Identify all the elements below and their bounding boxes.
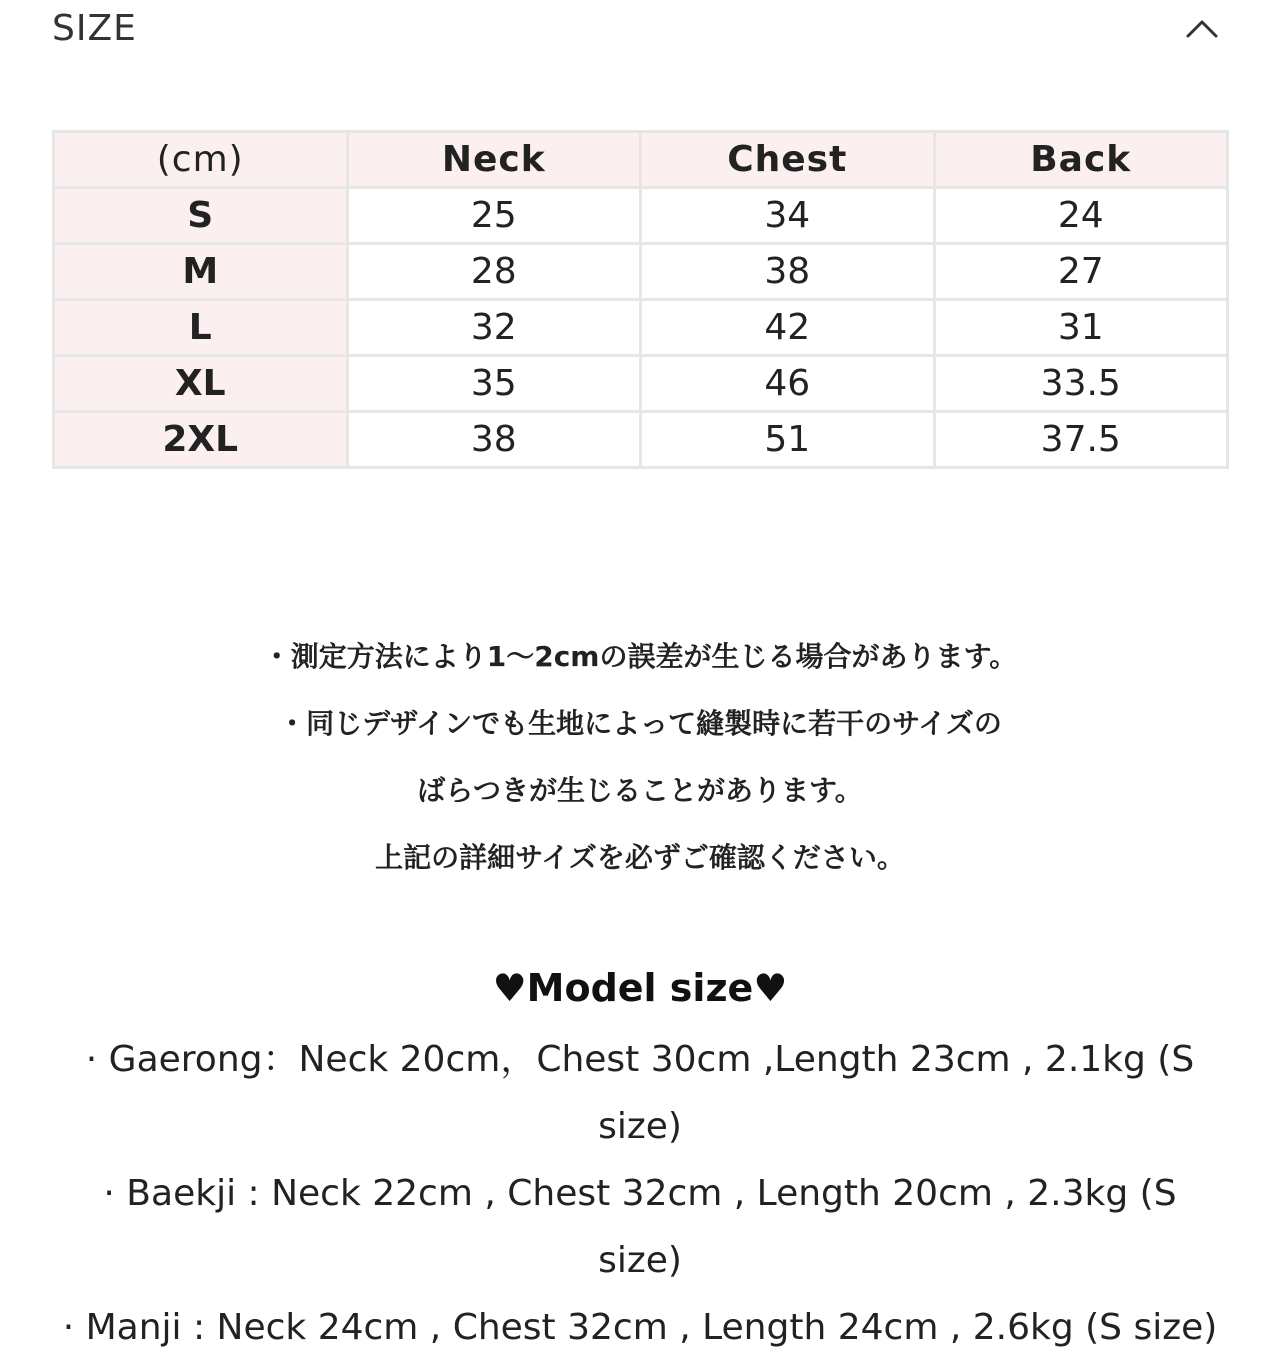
note-line: ・測定方法により1～2cmの誤差が生じる場合があります。 <box>262 640 1018 673</box>
neck-value: 38 <box>347 412 641 468</box>
model-size-list <box>60 1026 1220 1361</box>
size-label: XL <box>54 356 348 412</box>
section-title: SIZE <box>52 8 137 49</box>
chest-value: 34 <box>641 188 935 244</box>
table-row <box>54 356 1228 412</box>
chest-value: 46 <box>641 356 935 412</box>
size-label: S <box>54 188 348 244</box>
size-notes <box>0 630 1280 898</box>
chest-value: 38 <box>641 244 935 300</box>
chest-value: 42 <box>641 300 935 356</box>
collapse-toggle-button[interactable] <box>1180 10 1224 46</box>
neck-value: 25 <box>347 188 641 244</box>
back-value: 24 <box>934 188 1228 244</box>
column-header-chest: Chest <box>641 132 935 188</box>
table-row <box>54 244 1228 300</box>
table-header-row <box>54 132 1228 188</box>
table-row <box>54 300 1228 356</box>
size-section-header[interactable] <box>0 0 1280 60</box>
note-line: ・同じデザインでも生地によって縫製時に若干のサイズの <box>278 707 1002 740</box>
note-line: 上記の詳細サイズを必ずご確認ください。 <box>375 841 905 874</box>
back-value: 31 <box>934 300 1228 356</box>
model-line: · Manji : Neck 24cm , Chest 32cm , Length 24cm , 2.6kg (S size) <box>62 1307 1218 1348</box>
note-line: ばらつきが生じることがあります。 <box>417 774 863 807</box>
back-value: 37.5 <box>934 412 1228 468</box>
model-size-title: ♥Model size♥ <box>492 966 788 1010</box>
column-header-back: Back <box>934 132 1228 188</box>
size-label: M <box>54 244 348 300</box>
table-row <box>54 412 1228 468</box>
unit-header: (cm) <box>54 132 348 188</box>
back-value: 27 <box>934 244 1228 300</box>
column-header-neck: Neck <box>347 132 641 188</box>
size-label: 2XL <box>54 412 348 468</box>
back-value: 33.5 <box>934 356 1228 412</box>
model-line: · Gaerong：Neck 20cm，Chest 30cm ,Length 23cm , 2.1kg (S size) <box>85 1039 1195 1147</box>
size-label: L <box>54 300 348 356</box>
model-line: · Baekji : Neck 22cm , Chest 32cm , Length 20cm , 2.3kg (S size) <box>103 1173 1177 1281</box>
neck-value: 35 <box>347 356 641 412</box>
chevron-up-icon <box>1180 10 1224 46</box>
size-table <box>52 130 1229 469</box>
table-row <box>54 188 1228 244</box>
neck-value: 28 <box>347 244 641 300</box>
chest-value: 51 <box>641 412 935 468</box>
neck-value: 32 <box>347 300 641 356</box>
